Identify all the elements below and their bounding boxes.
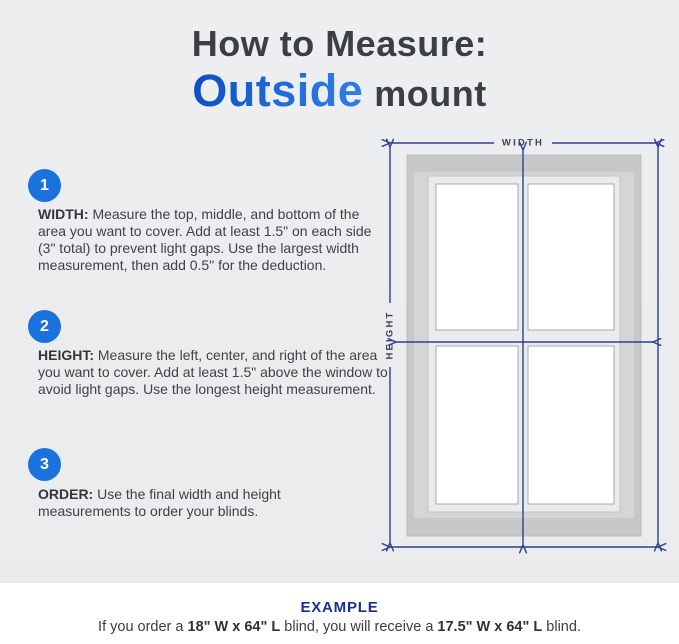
step-3-badge [28,448,61,481]
title-line1: How to Measure: [191,23,488,64]
width-dimension-label: WIDTH [501,137,545,149]
step-2-badge [28,310,61,343]
window-measurement-diagram [370,125,679,565]
height-dimension-label: HEIGHT [384,310,396,360]
window-pane-lower-left [436,346,518,504]
step-2-body: Measure the left, center, and right of the area you want to cover. Add at least 1.5" above the window to avoid light gaps. Use the longest height measurement. [38,347,388,397]
step-1-label: WIDTH: [38,206,89,222]
example-prefix: If you order a [98,619,188,635]
step-2-text [38,347,392,398]
step-1-badge [28,169,61,202]
step-3-text [38,486,368,520]
step-3-body: Use the final width and height measurements to order your blinds. [38,486,281,519]
step-1-text [38,206,388,274]
title-suffix-mount: mount [374,73,487,114]
step-2-number: 2 [40,317,49,335]
step-3-label: ORDER: [38,486,94,502]
window-pane-upper-left [436,184,518,330]
step-3-number: 3 [40,455,49,473]
example-heading: EXAMPLE [300,599,379,616]
window-pane-upper-right [528,184,614,330]
window-pane-lower-right [528,346,614,504]
title-line2 [0,66,679,127]
example-middle: blind, you will receive a [280,619,438,635]
example-footer [0,583,679,644]
example-order-size: 18" W x 64" L [187,619,281,635]
step-1-body: Measure the top, middle, and bottom of the area you want to cover. Add at least 1.5" on each side (3" total) to prevent light gaps. Use the largest width measurement, then add 0.5" for the deduction. [38,206,372,273]
example-sentence [0,619,679,635]
title-highlight-outside: Outside [192,65,364,116]
example-receive-size: 17.5" W x 64" L [437,619,543,635]
example-suffix: blind. [542,619,581,635]
page-title [0,22,679,127]
step-1-number: 1 [40,176,49,194]
step-2-label: HEIGHT: [38,347,94,363]
